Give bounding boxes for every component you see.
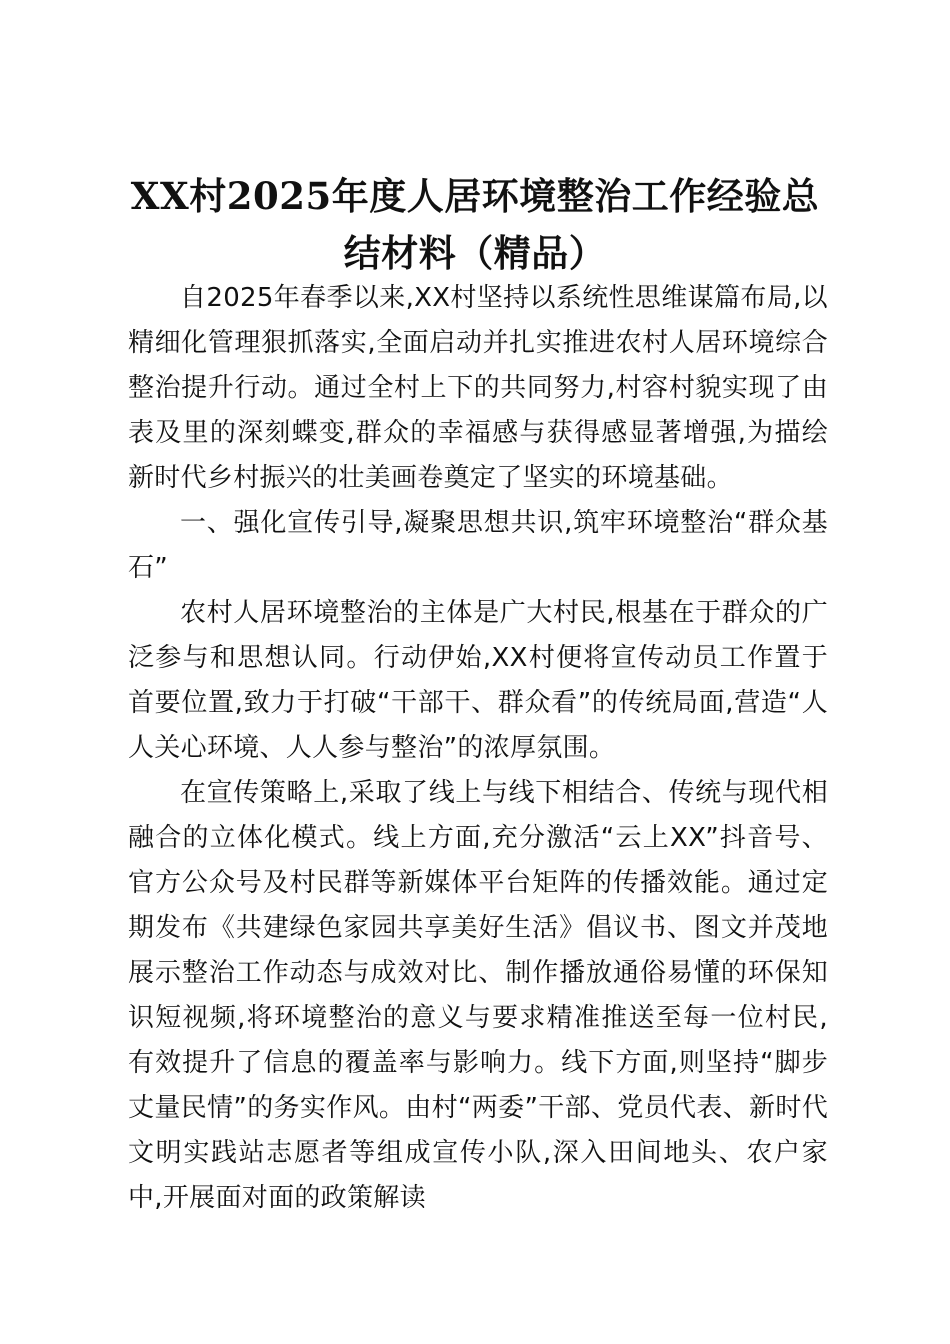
paragraph: 农村人居环境整治的主体是广大村民,根基在于群众的广泛参与和思想认同。行动伊始,XX村便将宣传动员工作置于首要位置,致力于打破“干部干、群众看”的传统局面,营造“人人关心环境、人人参与整治”的浓厚氛围。 (128, 598, 828, 763)
section-heading-1: 一、强化宣传引导,凝聚思想共识,筑牢环境整治“群众基石” (128, 508, 828, 583)
document-title: XX村2025年度人居环境整治工作经验总结材料（精品） (130, 174, 820, 275)
paragraph-intro: 自2025年春季以来,XX村坚持以系统性思维谋篇布局,以精细化管理狠抓落实,全面启动并扎实推进农村人居环境综合整治提升行动。通过全村上下的共同努力,村容村貌实现了由表及里的深刻蝶变,群众的幸福感与获得感显著增强,为描绘新时代乡村振兴的壮美画卷奠定了坚实的环境基础。 (128, 283, 828, 493)
paragraph: 在宣传策略上,采取了线上与线下相结合、传统与现代相融合的立体化模式。线上方面,充分激活“云上XX”抖音号、官方公众号及村民群等新媒体平台矩阵的传播效能。通过定期发布《共建绿色家园共享美好生活》倡议书、图文并茂地展示整治工作动态与成效对比、制作播放通俗易懂的环保知识短视频,将环境整治的意义与要求精准推送至每一位村民,有效提升了信息的覆盖率与影响力。线下方面,则坚持“脚步丈量民情”的务实作风。由村“两委”干部、党员代表、新时代文明实践站志愿者等组成宣传小队,深入田间地头、农户家中,开展面对面的政策解读 (128, 778, 828, 1213)
document-body (128, 276, 828, 1221)
